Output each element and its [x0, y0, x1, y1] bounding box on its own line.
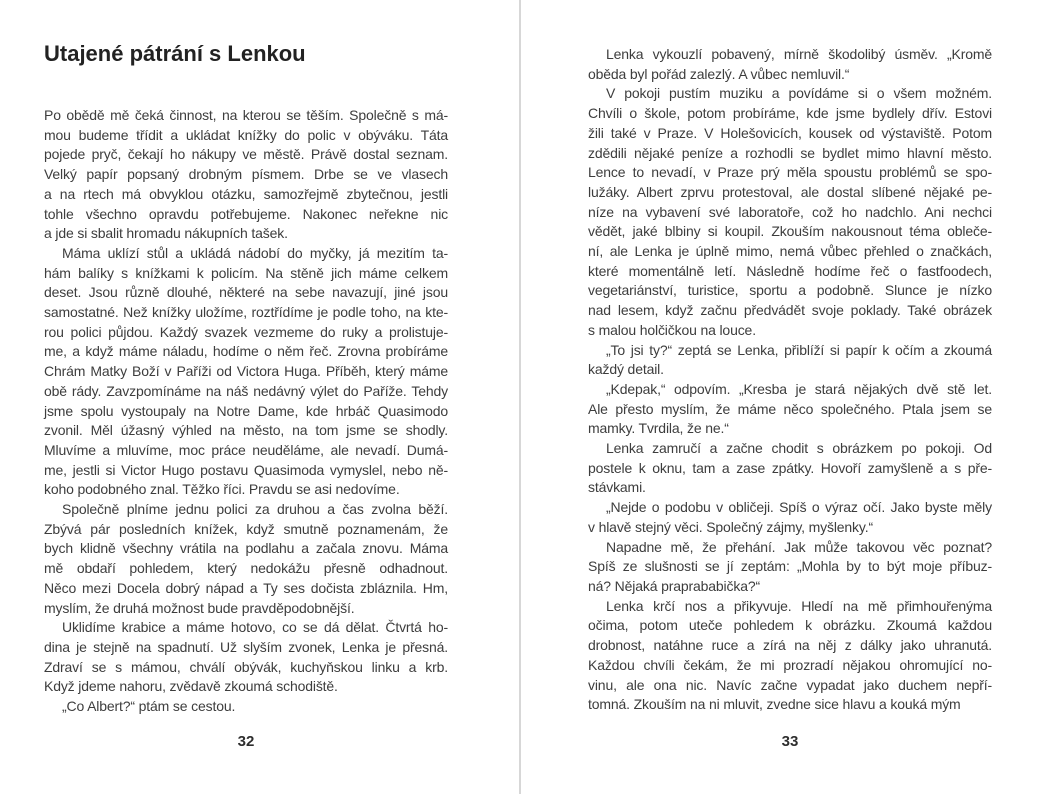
paragraph	[588, 341, 992, 380]
text-line: Uklidíme krabice a máme hotovo, co se dá dělat. Čtvrtá ho-	[62, 619, 448, 636]
text-line: koho podobného znal. Těžko říci. Pravdu se asi nedovíme.	[44, 481, 400, 498]
text-line: lužáky. Albert zprvu protestoval, ale dostal slíbené nějaké pe-	[588, 183, 992, 200]
text-line: deset. Jsou různě dlouhé, některé na sebe navazují, jiné jsou	[44, 284, 448, 301]
text-line: níze na vybavení své laboratoře, což ho nadchlo. Ani nechci	[588, 203, 992, 220]
text-line: rou polici půjdou. Každý svazek vezmeme do ruky a prolistuje-	[44, 323, 448, 340]
text-line: ní, ale Lenka je úplně mimo, nemá vůbec přehled o značkách,	[588, 243, 992, 260]
text-line: a jde si sbalit hromadu nákupních tašek.	[44, 225, 288, 242]
text-line: Zdraví se s mámou, chválí obývák, kuchyňskou linku a krb.	[44, 658, 448, 675]
text-line: Máma uklízí stůl a ukládá nádobí do myčky, já mezitím ta-	[62, 244, 448, 261]
text-line: vědět, jaké blbiny si koupil. Zkouším nakousnout téma obleče-	[588, 223, 992, 240]
text-line: vegetariánství, turistice, sportu a podobně. Slunce je nízko	[588, 282, 992, 299]
text-line: Chvíli o škole, potom probíráme, kde jsme bydlely dřív. Estovi	[588, 105, 992, 122]
text-line: tohle všechno opravdu potřebujeme. Nakonec neřekne nic	[44, 205, 448, 222]
left-page-body	[44, 106, 448, 717]
text-line: zvonil. Měl úžasný výhled na město, na tom jsme se shodly.	[44, 422, 448, 439]
text-line: každý detail.	[588, 361, 664, 378]
paragraph	[588, 84, 992, 340]
paragraph	[588, 45, 992, 84]
text-line: mou budeme třídit a ukládat knížky do polic v obýváku. Táta	[44, 126, 448, 143]
text-line: „Co Albert?“ ptám se cestou.	[62, 698, 236, 715]
text-line: Chrám Matky Boží v Paříži od Victora Huga. Příběh, který máme	[44, 363, 448, 380]
text-line: očima, potom uteče pohledem k obrázku. Zkoumá každou	[588, 617, 992, 634]
text-line: tomná. Zkouším na ni mluvit, zvedne sice hlavu a kouká mým	[588, 696, 961, 713]
text-line: Po obědě mě čeká činnost, na kterou se těším. Společně s má-	[44, 107, 448, 123]
paragraph	[44, 500, 448, 618]
text-line: Každou chvíli čekám, že mi prozradí nějakou ohromující no-	[588, 656, 992, 673]
paragraph	[44, 697, 448, 717]
text-line: Když jdeme nahoru, zvědavě zkoumá schodiště.	[44, 678, 338, 695]
text-line: Něco mezi Docela dobrý nápad a Ty ses dočista zbláznila. Hm,	[44, 579, 448, 596]
paragraph	[588, 498, 992, 537]
text-line: „Kdepak,“ odpovím. „Kresba je stará nějakých dvě stě let.	[606, 380, 992, 397]
text-line: Napadne mě, že přehání. Jak může takovou věc poznat?	[606, 538, 992, 555]
page-number-left: 32	[237, 733, 255, 750]
text-line: me, jestli si Victor Hugo postavu Quasimoda vymyslel, nebo ně-	[44, 461, 448, 478]
page-gutter-divider	[519, 0, 521, 794]
text-line: mě obdaří pohledem, který nedokážu přesně odhadnout.	[44, 560, 448, 577]
paragraph	[588, 439, 992, 498]
text-line: postele k oknu, tam a zase zpátky. Hovoří zamyšleně a s pře-	[588, 459, 992, 476]
text-line: vinu, ale ona nic. Navíc začne vypadat jako duchem nepří-	[588, 676, 992, 693]
text-line: ná? Nějaká praprababička?“	[588, 577, 760, 594]
text-line: které momentálně letí. Následně hodíme řeč o fastfoodech,	[588, 262, 992, 279]
text-line: zdědili nějaké peníze a rozhodli se bydlet mimo hlavní město.	[588, 144, 992, 161]
text-line: Mluvíme a mluvíme, moc práce neuděláme, ale nevadí. Dumá-	[44, 441, 448, 458]
text-line: me, a když máme náladu, hodíme o něm řeč. Zrovna probíráme	[44, 343, 448, 360]
right-page-body	[588, 45, 992, 715]
text-line: mamky. Tvrdila, že ne.“	[588, 420, 729, 437]
paragraph	[44, 244, 448, 500]
text-line: Společně plníme jednu polici za druhou a čas zvolna běží.	[62, 501, 448, 518]
text-line: Zbývá pár posledních knížek, když smutně poznamenám, že	[44, 520, 448, 537]
paragraph	[588, 538, 992, 597]
text-line: V pokoji pustím muziku a povídáme si o všem možném.	[606, 85, 992, 102]
paragraph	[588, 380, 992, 439]
text-line: bych klidně všechny vrátila na podlahu a začala znovu. Máma	[44, 540, 448, 557]
text-line: myslím, že druhá možnost bude pravděpodobnější.	[44, 599, 355, 616]
page-number-right: 33	[781, 733, 799, 750]
text-line: Lenka krčí nos a přikyvuje. Hledí na mě přimhouřenýma	[606, 597, 992, 614]
text-line: drobnost, natáhne ruce a zírá na něj z dálky jako uhranutá.	[588, 637, 992, 654]
text-line: Lenka vykouzlí pobavený, mírně škodolibý úsměv. „Kromě	[606, 46, 992, 62]
text-line: samostatné. Než knížky uložíme, roztřídíme je podle toho, na kte-	[44, 304, 448, 321]
text-line: a na rtech má obvyklou otázku, samozřejmě zbytečnou, jestli	[44, 185, 448, 202]
text-line: stávkami.	[588, 479, 646, 496]
text-line: Lenka zamručí a začne chodit s obrázkem po pokoji. Od	[606, 440, 992, 457]
text-line: oběda byl pořád zalezlý. A vůbec nemluvil.“	[588, 65, 850, 82]
text-line: „To jsi ty?“ zeptá se Lenka, přiblíží si papír k očím a zkoumá	[606, 341, 992, 358]
text-line: v hlavě stejný věci. Společný zájmy, myšlenky.“	[588, 518, 873, 535]
right-page	[588, 0, 992, 800]
text-line: dina je stejně na spadnutí. Už slyším zvonek, Lenka je přesná.	[44, 638, 448, 655]
text-line: pojede pryč, čekají ho nákupy ve městě. Právě dostal seznam.	[44, 146, 448, 163]
text-line: jsme spolu vystoupaly na Notre Dame, kde hrbáč Quasimodo	[44, 402, 448, 419]
text-line: Velký papír popsaný drobným písmem. Drbe se ve vlasech	[44, 166, 448, 183]
text-line: Lence to nevadí, v Praze prý měla spoustu problémů se spo-	[588, 164, 992, 181]
text-line: žili také v Praze. V Holešovicích, kousek od výstaviště. Potom	[588, 124, 992, 141]
text-line: obě rády. Zavzpomínáme na náš nedávný výlet do Paříže. Tehdy	[44, 382, 448, 399]
left-page	[44, 0, 448, 800]
paragraph	[44, 106, 448, 244]
text-line: hám balíky s knížkami k policím. Na stěně jich máme celkem	[44, 264, 448, 281]
chapter-title: Utajené pátrání s Lenkou	[44, 41, 306, 66]
text-line: s malou holčičkou na louce.	[588, 321, 756, 338]
text-line: „Nejde o podobu v obličeji. Spíš o výraz očí. Jako byste měly	[606, 499, 992, 516]
paragraph	[44, 618, 448, 697]
text-line: Ale přesto myslím, že máme něco společného. Ptala jsem se	[588, 400, 992, 417]
paragraph	[588, 597, 992, 715]
text-line: nad lesem, když začnu předvádět svoje poklady. Také obrázek	[588, 302, 992, 319]
text-line: Spíš ze slušnosti se jí zeptám: „Mohla by to být moje příbuz-	[588, 558, 992, 575]
